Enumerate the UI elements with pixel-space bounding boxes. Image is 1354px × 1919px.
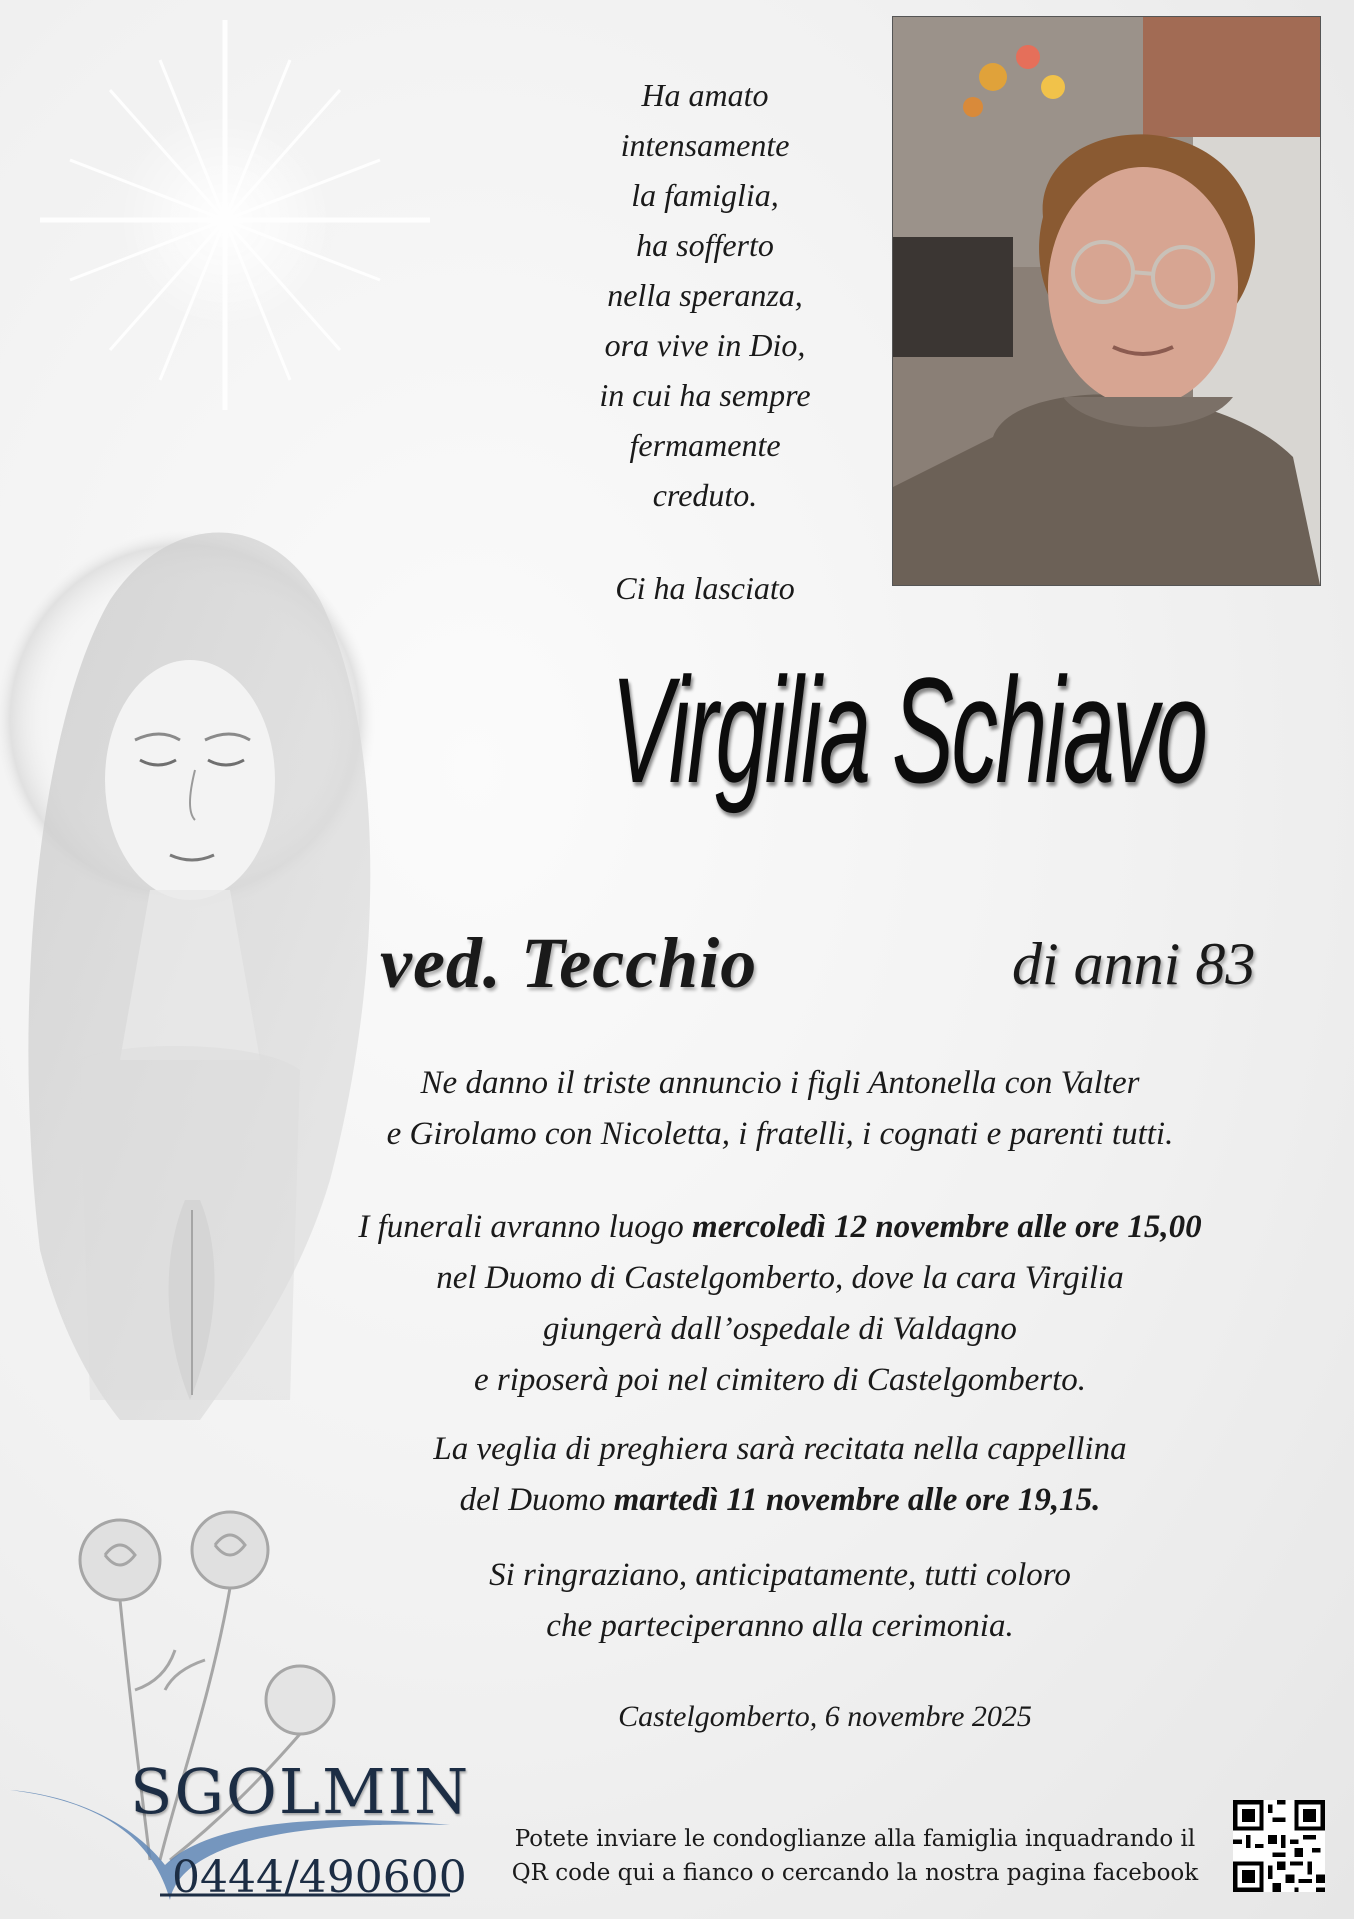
left-us-text: Ci ha lasciato: [615, 570, 795, 606]
footer-line: Potete inviare le condoglianze alla famiglia inquadrando il: [514, 1826, 1196, 1852]
vigil-line: [230, 1475, 1330, 1526]
agency-phone: 0444/490600: [172, 1852, 467, 1903]
vigil-line: La veglia di preghiera sarà recitata nella cappellina: [433, 1431, 1127, 1467]
footer-note: [505, 1822, 1205, 1890]
poem-line: nella speranza,: [607, 277, 803, 313]
poem-line: fermamente: [629, 427, 781, 463]
poem: [505, 70, 905, 520]
funeral-line: e riposerà poi nel cimitero di Castelgomberto.: [474, 1362, 1086, 1398]
vigil-datetime: martedì 11 novembre alle ore 19,15.: [613, 1482, 1101, 1518]
thanks: [230, 1550, 1330, 1652]
widow-of: ved. Tecchio: [380, 923, 758, 1003]
vigil-info: [230, 1424, 1330, 1526]
poem-line: in cui ha sempre: [599, 377, 811, 413]
poem-line: creduto.: [652, 477, 758, 513]
funeral-info: [230, 1202, 1330, 1406]
poem-line: la famiglia,: [631, 177, 779, 213]
vigil-prefix: del Duomo: [459, 1482, 614, 1518]
poem-line: Ha amato: [641, 77, 769, 113]
age: di anni 83: [1012, 931, 1256, 997]
thanks-line: che parteciperanno alla cerimonia.: [546, 1608, 1014, 1644]
poem-line: ha sofferto: [636, 227, 774, 263]
footer-line: QR code qui a fianco o cercando la nostra pagina facebook: [511, 1860, 1199, 1886]
announcement-line: e Girolamo con Nicoletta, i fratelli, i cognati e parenti tutti.: [386, 1116, 1174, 1152]
place-date: Castelgomberto, 6 novembre 2025: [618, 1700, 1032, 1733]
funeral-line: nel Duomo di Castelgomberto, dove la cara Virgilia: [436, 1260, 1124, 1296]
announcement: [230, 1058, 1330, 1160]
poem-line: ora vive in Dio,: [604, 327, 806, 363]
poem-line: intensamente: [620, 127, 790, 163]
announcement-line: Ne danno il triste annuncio i figli Antonella con Valter: [420, 1065, 1140, 1101]
agency-name: SGOLMIN: [130, 1755, 471, 1828]
portrait-photo: [893, 17, 1320, 585]
cross-starburst-icon: [40, 20, 430, 410]
qr-code-icon[interactable]: [1233, 1800, 1325, 1892]
deceased-name: Virgilia Schiavo: [611, 646, 1206, 814]
funeral-line: [230, 1202, 1330, 1253]
funeral-prefix: I funerali avranno luogo: [358, 1209, 693, 1245]
funeral-line: giungerà dall’ospedale di Valdagno: [543, 1311, 1017, 1347]
funeral-datetime: mercoledì 12 novembre alle ore 15,00: [692, 1209, 1202, 1245]
thanks-line: Si ringraziano, anticipatamente, tutti coloro: [489, 1557, 1071, 1593]
